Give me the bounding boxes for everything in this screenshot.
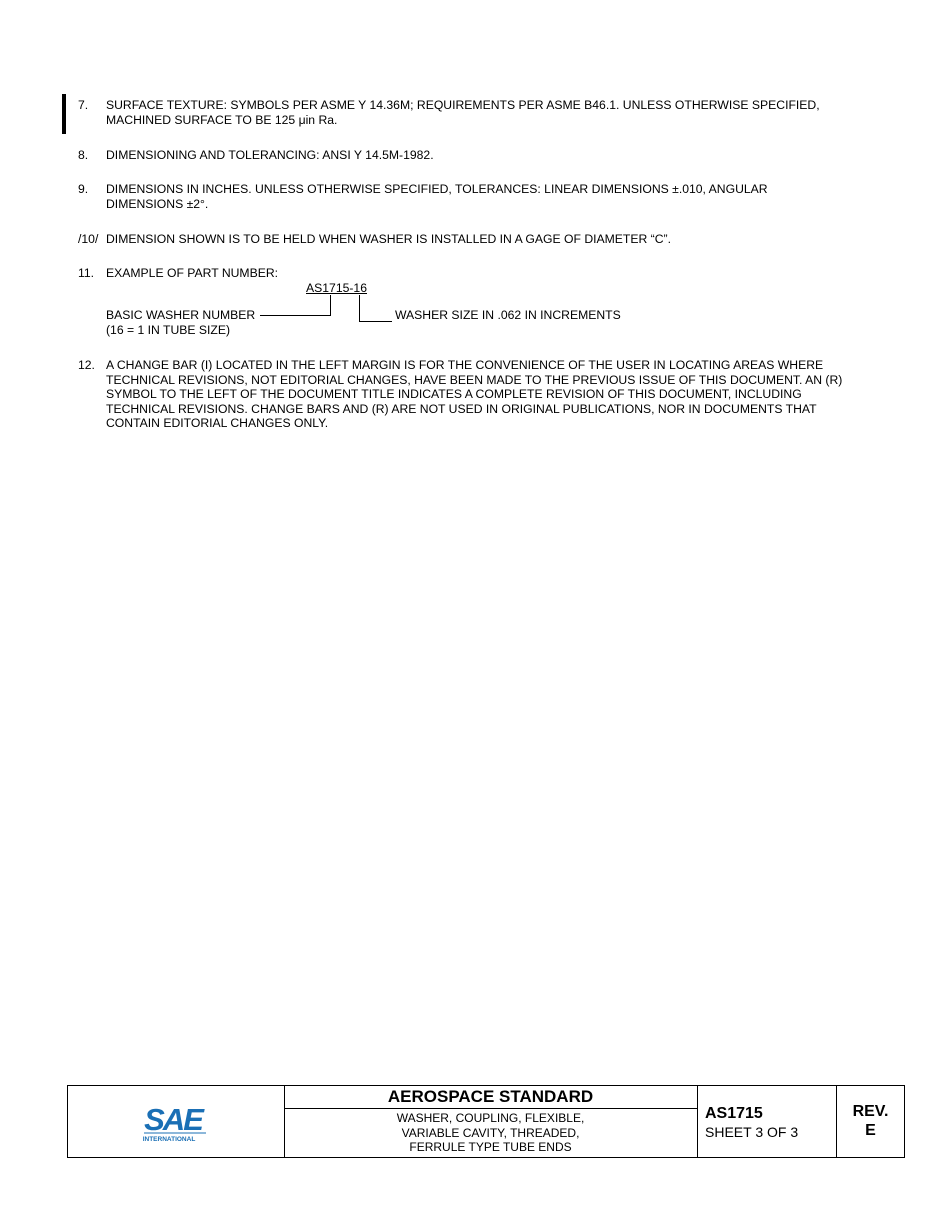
revision-label: REV. <box>852 1103 889 1120</box>
note-line: A CHANGE BAR (I) LOCATED IN THE LEFT MARGIN IS FOR THE CONVENIENCE OF THE USER IN LOCATING AREAS WHERE <box>106 358 824 372</box>
note-number: 12. <box>78 358 95 372</box>
description-line: VARIABLE CAVITY, THREADED, <box>401 1125 580 1140</box>
note-number: /10/ <box>78 232 99 246</box>
change-bar <box>62 94 66 134</box>
note-line: CONTAIN EDITORIAL CHANGES ONLY. <box>106 416 329 431</box>
note-number: 7. <box>78 98 89 112</box>
description-line: FERRULE TYPE TUBE ENDS <box>409 1140 572 1155</box>
note-number: 8. <box>78 148 89 162</box>
note-line: SYMBOL TO THE LEFT OF THE DOCUMENT TITLE INDICATES A COMPLETE REVISION OF THIS DOCUMENT, INCLUDING <box>106 387 802 402</box>
document-number: AS1715 <box>705 1105 763 1122</box>
leader-line-size-vertical <box>359 295 360 322</box>
note-line: TECHNICAL REVISIONS. CHANGE BARS AND (R) ARE NOT USED IN ORIGINAL PUBLICATIONS, NOR IN DOCUMENTS THAT <box>106 401 817 416</box>
note-line: EXAMPLE OF PART NUMBER: <box>106 266 279 280</box>
leader-line-basic-vertical <box>330 295 331 316</box>
tube-size-label: (16 = 1 IN TUBE SIZE) <box>106 323 231 337</box>
title-block <box>67 1085 905 1158</box>
sheet-number: SHEET 3 OF 3 <box>705 1124 799 1140</box>
title-block-divider <box>697 1086 698 1157</box>
sae-logo <box>138 1100 208 1144</box>
description-line: WASHER, COUPLING, FLEXIBLE, <box>396 1111 585 1125</box>
note-line: DIMENSIONS IN INCHES. UNLESS OTHERWISE SPECIFIED, TOLERANCES: LINEAR DIMENSIONS ±.010, ANGULAR <box>106 182 768 196</box>
revision <box>836 1102 905 1140</box>
basic-washer-label: BASIC WASHER NUMBER <box>106 308 256 322</box>
document-description <box>284 1111 697 1155</box>
washer-size-label: WASHER SIZE IN .062 IN INCREMENTS <box>395 308 621 322</box>
note-line: DIMENSION SHOWN IS TO BE HELD WHEN WASHER IS INSTALLED IN A GAGE OF DIAMETER “C”. <box>106 232 671 246</box>
note-line: DIMENSIONS ±2°. <box>106 196 209 211</box>
note-number: 9. <box>78 182 89 196</box>
note-number: 11. <box>78 266 95 280</box>
leader-line-basic-horizontal <box>260 315 331 316</box>
revision-value: E <box>865 1122 876 1139</box>
standard-title: AEROSPACE STANDARD <box>387 1087 594 1106</box>
example-part-number: AS1715-16 <box>306 281 367 295</box>
note-line: SURFACE TEXTURE: SYMBOLS PER ASME Y 14.36M; REQUIREMENTS PER ASME B46.1. UNLESS OTHERWISE SPECIFIED, <box>106 98 820 112</box>
note-line: DIMENSIONING AND TOLERANCING: ANSI Y 14.5M-1982. <box>106 148 434 162</box>
leader-line-size-horizontal <box>359 321 392 322</box>
svg-text:SAE: SAE <box>144 1102 202 1137</box>
note-line: MACHINED SURFACE TO BE 125 μin Ra. <box>106 112 338 127</box>
note-line: TECHNICAL REVISIONS, NOT EDITORIAL CHANGES, HAVE BEEN MADE TO THE PREVIOUS ISSUE OF THIS DOCUMENT. AN (R) <box>106 372 843 387</box>
title-block-divider <box>284 1108 697 1109</box>
svg-text:INTERNATIONAL: INTERNATIONAL <box>142 1136 196 1143</box>
